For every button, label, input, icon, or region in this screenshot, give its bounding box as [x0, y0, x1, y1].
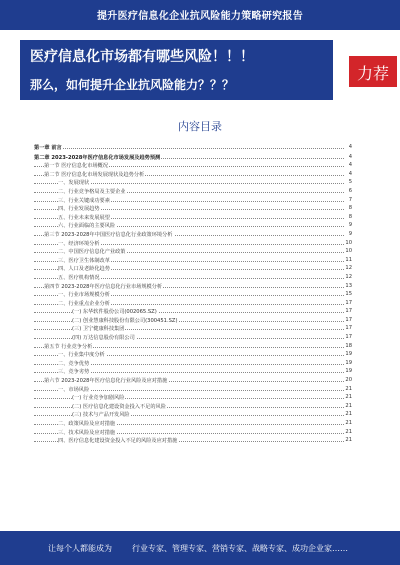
toc-entry-text: 五、医疗机构情况: [58, 274, 100, 281]
toc-entry-page: 19: [345, 359, 352, 366]
toc-entry[interactable]: [34, 351, 352, 360]
stamp-label: 力荐: [356, 64, 389, 83]
toc-entry-text: 六、行业面临的主要风险: [58, 223, 116, 230]
toc-entry-text: 二、中国医疗信息化产业政策: [58, 249, 126, 256]
toc-entry-page: 8: [344, 214, 352, 220]
toc-entry-text: 二、竞争优势: [58, 360, 90, 367]
toc-leader-dots: [34, 148, 344, 149]
toc-entry[interactable]: [34, 222, 352, 231]
toc-entry-page: 6: [344, 188, 352, 194]
toc-entry-text: 二、行业重点企业分析: [58, 300, 110, 307]
toc-entry[interactable]: [34, 308, 352, 317]
toc-entry-text: 第一章 前言: [34, 145, 62, 151]
toc-entry-page: 10: [345, 248, 352, 255]
toc-entry[interactable]: [34, 162, 352, 171]
toc-entry[interactable]: [34, 144, 352, 153]
toc-entry-page: 17: [345, 308, 352, 315]
bottom-banner: [0, 531, 400, 565]
toc-entry-text: 二、政策风险及应对措施: [58, 421, 116, 427]
toc-entry[interactable]: [34, 240, 352, 249]
toc-entry-text: 第三节 2023-2028年中国医疗信息化行业政策环境分析: [44, 231, 173, 238]
toc-entry-page: 12: [345, 273, 352, 280]
toc-entry[interactable]: [34, 274, 352, 283]
toc-heading: 内容目录: [178, 120, 222, 133]
toc-entry-page: 4: [344, 162, 352, 168]
toc-entry-page: 5: [344, 179, 352, 185]
toc-entry-page: 4: [344, 171, 352, 177]
toc-entry[interactable]: [34, 231, 352, 240]
toc-entry-text: 三、竞争劣势: [58, 369, 90, 376]
toc-entry[interactable]: [34, 317, 352, 326]
toc-entry-text: 第四节 2023-2028年医疗信息化行业市场规模分析: [44, 283, 163, 290]
toc-entry-text: (二) 医疗信息化建设资金投入不足的风险: [72, 403, 166, 410]
hero-banner: [20, 40, 333, 100]
toc-entry[interactable]: [34, 394, 352, 403]
toc-entry[interactable]: [34, 334, 352, 343]
toc-entry[interactable]: [34, 257, 352, 266]
toc-entry[interactable]: [34, 214, 352, 223]
toc-entry-page: 15: [345, 291, 352, 298]
toc-entry-text: 一、行业集中度分析: [58, 352, 105, 359]
toc-entry[interactable]: [34, 248, 352, 257]
toc-entry-page: 21: [345, 437, 352, 444]
toc-entry-page: 17: [345, 334, 352, 341]
footer-slogan: 让每个人都能成为: [48, 544, 112, 553]
toc-entry-page: 17: [345, 299, 352, 306]
toc-entry-page: 9: [344, 231, 352, 237]
toc-entry[interactable]: [34, 265, 352, 274]
toc-entry-page: 21: [345, 420, 352, 426]
toc-entry-page: 13: [345, 282, 352, 289]
toc-entry[interactable]: [34, 411, 352, 420]
toc-entry-page: 20: [345, 377, 352, 384]
toc-entry-text: 第五节 行业竞争分析: [44, 343, 93, 350]
toc-entry[interactable]: [34, 325, 352, 334]
toc-entry-text: 第六节 2023-2028年医疗信息化行业风险及应对措施: [44, 378, 168, 385]
toc-entry-page: 8: [344, 205, 352, 211]
toc-entry-text: 五、行业未来发展展望: [58, 214, 110, 221]
report-title: 提升医疗信息化企业抗风险能力策略研究报告: [97, 11, 303, 22]
toc-entry[interactable]: [34, 429, 352, 438]
toc-entry[interactable]: [34, 171, 352, 180]
toc-entry-page: 19: [345, 351, 352, 358]
toc-entry-text: 四、人口及老龄化趋势: [58, 266, 110, 273]
hero-headline: 医疗信息化市场都有哪些风险！！！: [30, 49, 254, 65]
hero-subheadline: 那么，如何提升企业抗风险能力？？？: [30, 78, 235, 92]
table-of-contents: [34, 143, 352, 446]
toc-entry-text: 四、行业发展趋势: [58, 206, 100, 213]
toc-entry[interactable]: [34, 291, 352, 300]
toc-entry[interactable]: [34, 188, 352, 197]
toc-entry[interactable]: [34, 403, 352, 412]
toc-entry[interactable]: [34, 360, 352, 369]
top-banner: [0, 0, 400, 30]
toc-entry-text: 一、经济环境分析: [58, 240, 100, 247]
toc-entry-page: 21: [345, 428, 352, 435]
toc-entry-page: 17: [345, 325, 352, 332]
recommend-stamp: [349, 56, 397, 87]
toc-entry-page: 12: [345, 265, 352, 272]
toc-entry-text: 一、发展现状: [58, 180, 90, 187]
toc-entry[interactable]: [34, 154, 352, 163]
toc-entry-text: 四、医疗信息化建设资金投入不足的风险及应对措施: [58, 438, 178, 445]
toc-entry-text: 二、行业竞争格局及主要企业: [58, 188, 126, 195]
toc-entry-text: (一) 东华软件股份公司(002065.SZ): [72, 309, 157, 316]
toc-entry-text: 第一节 医疗信息化市场概况: [44, 163, 108, 170]
toc-entry[interactable]: [34, 205, 352, 214]
toc-entry[interactable]: [34, 386, 352, 395]
toc-entry-page: 21: [345, 385, 352, 392]
toc-entry[interactable]: [34, 420, 352, 429]
toc-entry-page: 19: [345, 368, 352, 375]
toc-entry-page: 4: [344, 154, 352, 160]
toc-entry-text: 三、技术风险及应对措施: [58, 429, 116, 436]
toc-entry-page: 21: [345, 402, 352, 409]
toc-entry-page: 9: [344, 222, 352, 228]
toc-entry[interactable]: [34, 437, 352, 446]
toc-entry-text: (三) 技术与产品开发风险: [72, 412, 130, 419]
toc-entry[interactable]: [34, 368, 352, 377]
toc-entry-page: 21: [345, 411, 352, 418]
toc-entry[interactable]: [34, 343, 352, 352]
toc-entry[interactable]: [34, 377, 352, 386]
toc-entry[interactable]: [34, 197, 352, 206]
toc-entry-page: 4: [344, 144, 352, 150]
toc-entry-text: 三、医疗卫生体制改革: [58, 257, 110, 264]
toc-entry[interactable]: [34, 300, 352, 309]
footer-roles: 行业专家、管理专家、营销专家、战略专家、成功企业家……: [132, 544, 348, 553]
toc-entry-text: (四) 万达信息股份有限公司: [72, 335, 135, 342]
toc-entry-text: (三) 卫宁健康科技集团: [72, 326, 125, 333]
toc-entry-text: 一、市场风险: [58, 386, 90, 393]
toc-entry-text: (一) 行业竞争加剧风险: [72, 395, 125, 402]
toc-entry-page: 7: [344, 197, 352, 203]
toc-entry-page: 17: [345, 316, 352, 323]
toc-entry-text: 一、行业市场规模分析: [58, 292, 110, 299]
toc-entry-page: 11: [345, 256, 352, 263]
toc-entry[interactable]: [34, 179, 352, 188]
toc-entry-page: 10: [345, 239, 352, 246]
toc-entry-page: 21: [345, 394, 352, 401]
toc-entry-text: 三、行业关键成功要素: [58, 197, 110, 204]
toc-entry-text: 第二章 2023-2028年医疗信息化市场发展及趋势预测: [34, 154, 161, 161]
toc-entry[interactable]: [34, 283, 352, 292]
toc-entry-page: 18: [345, 342, 352, 349]
toc-entry-text: 第二节 医疗信息化市场发展现状及趋势分析: [44, 171, 145, 178]
toc-entry-text: (二) 创业慧康科技股份有限公司(300451.SZ): [72, 317, 178, 324]
